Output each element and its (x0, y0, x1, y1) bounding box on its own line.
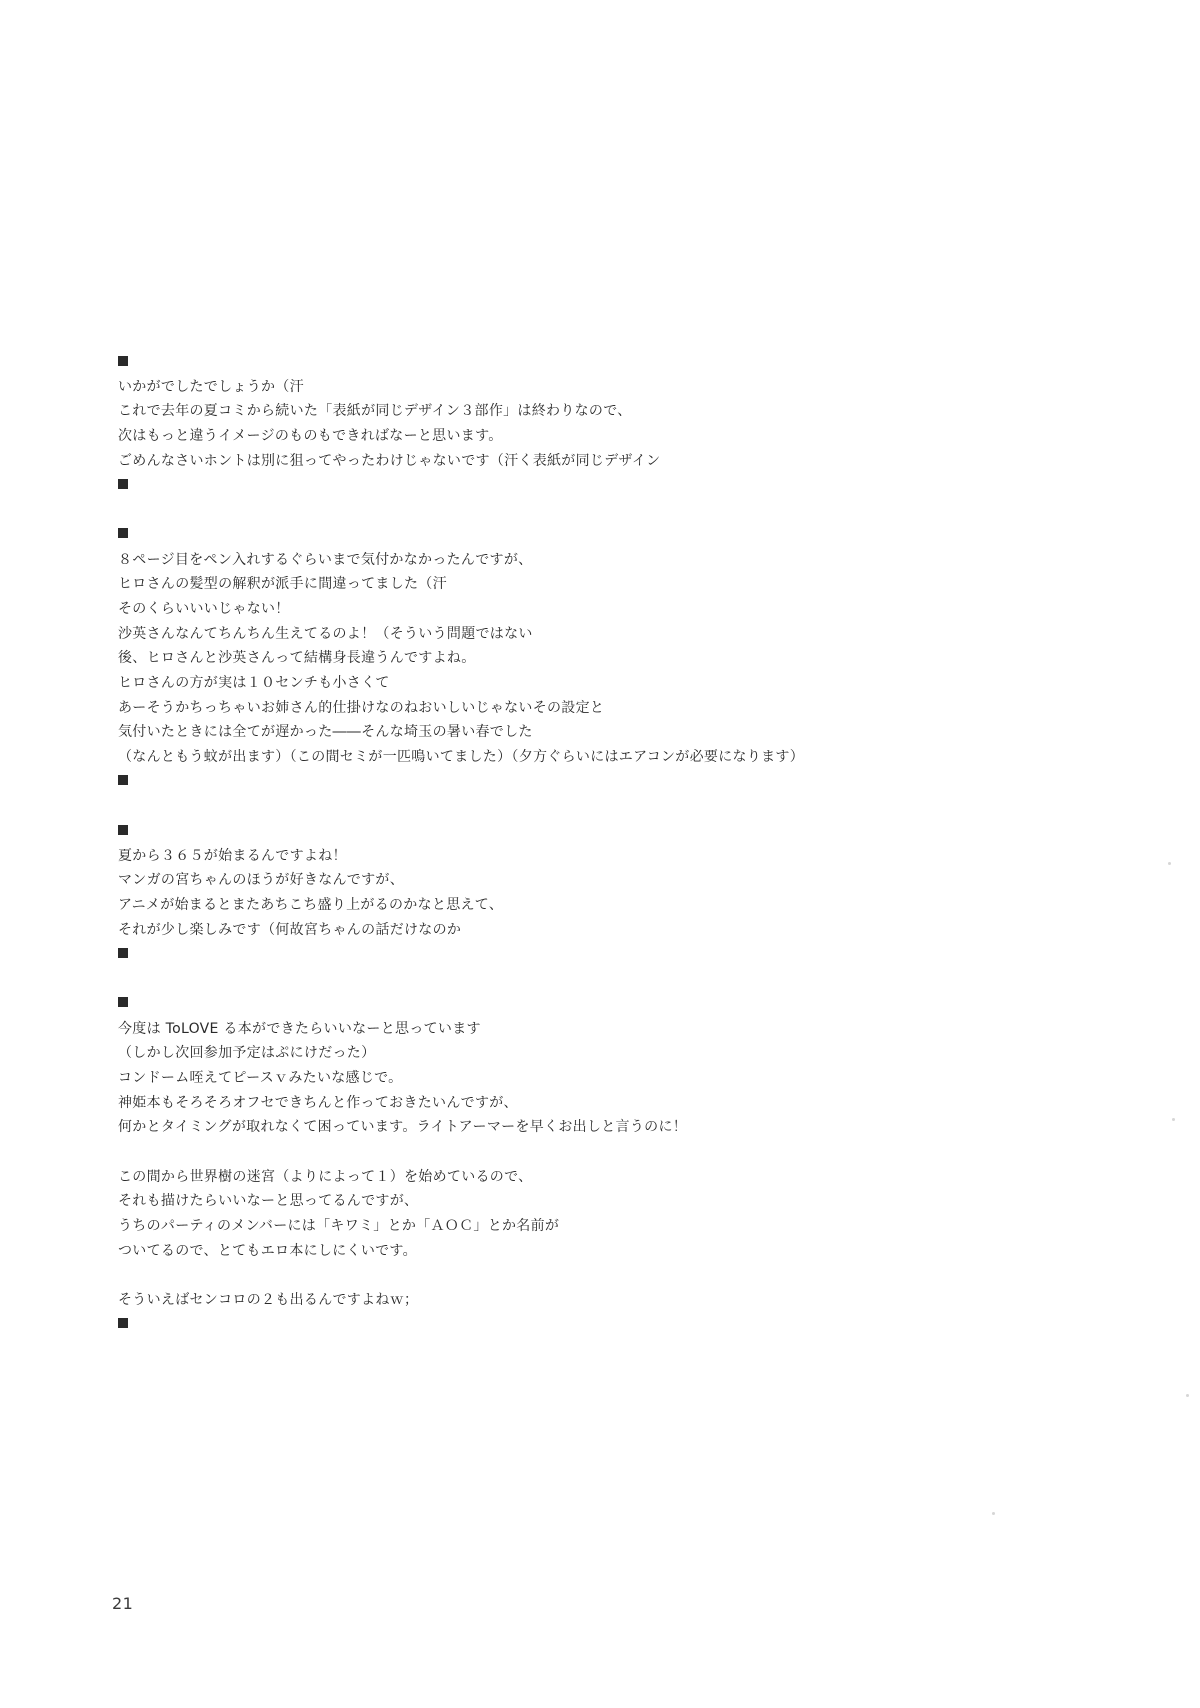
section-marker (118, 943, 1118, 968)
text-line: ヒロさんの髪型の解釈が派手に間違ってました（汗 (118, 576, 447, 593)
text-line: そのくらいいいじゃない！ (118, 600, 290, 617)
section-marker (118, 992, 1118, 1017)
square-marker-icon (118, 775, 128, 785)
text-line: うちのパーティのメンバーには「キワミ」とか「ＡＯＣ」とか名前が (118, 1218, 560, 1235)
text-line: ごめんなさいホントは別に狙ってやったわけじゃないです（汗く表紙が同じデザイン (118, 452, 661, 469)
scan-speck (1168, 862, 1171, 865)
scan-speck (992, 1512, 995, 1515)
text-line: 何かとタイミングが取れなくて困っています。ライトアーマーを早くお出しと言うのに！ (118, 1119, 688, 1136)
text-line: アニメが始まるとまたあちこち盛り上がるのかなと思えて、 (118, 897, 504, 914)
square-marker-icon (118, 825, 128, 835)
square-marker-icon (118, 479, 128, 489)
section-marker (118, 770, 1118, 795)
text-line: コンドーム咥えてピースｖみたいな感じで。 (118, 1069, 403, 1086)
text-line: マンガの宮ちゃんのほうが好きなんですが、 (118, 872, 404, 889)
text-line: そういえばセンコロの２も出るんですよねｗ； (118, 1292, 419, 1309)
page-number: 21 (112, 1594, 134, 1613)
text-line: 次はもっと違うイメージのものもできればなーと思います。 (118, 428, 503, 445)
text-line: それも描けたらいいなーと思ってるんですが、 (118, 1193, 419, 1210)
square-marker-icon (118, 1318, 128, 1328)
scan-speck (1186, 1394, 1189, 1397)
text-line: ついてるので、とてもエロ本にしにくいです。 (118, 1242, 417, 1259)
square-marker-icon (118, 528, 128, 538)
text-line: 神姫本もそろそろオフセできちんと作っておきたいんですが、 (118, 1094, 518, 1111)
text-line: （しかし次回参加予定はぷにけだった） (118, 1045, 376, 1062)
text-line: それが少し楽しみです（何故宮ちゃんの話だけなのか (118, 921, 462, 938)
section-marker (118, 473, 1118, 498)
spacer (118, 1140, 1118, 1165)
text-line: （なんともう蚊が出ます）（この間セミが一匹鳴いてました）（夕方ぐらいにはエアコンが必要になります） (118, 749, 804, 765)
text-line: あーそうかちっちゃいお姉さん的仕掛けなのねおいしいじゃないその設定と (118, 699, 605, 716)
text-line: 今度は ToLOVE る本ができたらいいなーと思っています (118, 1020, 481, 1037)
section-marker (118, 523, 1118, 548)
text-line: 気付いたときには全てが遅かった――そんな埼玉の暑い春でした (118, 724, 533, 741)
text-line: ヒロさんの方が実は１０センチも小さくて (118, 674, 390, 691)
section-marker (118, 350, 1118, 375)
square-marker-icon (118, 997, 128, 1007)
text-line: いかがでしたでしょうか（汗 (118, 378, 304, 395)
section-marker (118, 819, 1118, 844)
text-line: これで去年の夏コミから続いた「表紙が同じデザイン３部作」は終わりなので、 (118, 403, 632, 420)
spacer (118, 967, 1118, 992)
text-line: 夏から３６５が始まるんですよね！ (118, 847, 347, 864)
text-line: ８ページ目をペン入れするぐらいまで気付かなかったんですが、 (118, 551, 533, 568)
spacer (118, 1263, 1118, 1288)
text-line: この間から世界樹の迷宮（よりによって１）を始めているので、 (118, 1168, 533, 1185)
square-marker-icon (118, 948, 128, 958)
afterword-text (118, 350, 1118, 1338)
text-line: 後、ヒロさんと沙英さんって結構身長違うんですよね。 (118, 650, 476, 667)
spacer (118, 794, 1118, 819)
text-line: 沙英さんなんてちんちん生えてるのよ！（そういう問題ではない (118, 625, 533, 642)
section-marker (118, 1313, 1118, 1338)
spacer (118, 498, 1118, 523)
scan-speck (1172, 1118, 1175, 1121)
square-marker-icon (118, 356, 128, 366)
